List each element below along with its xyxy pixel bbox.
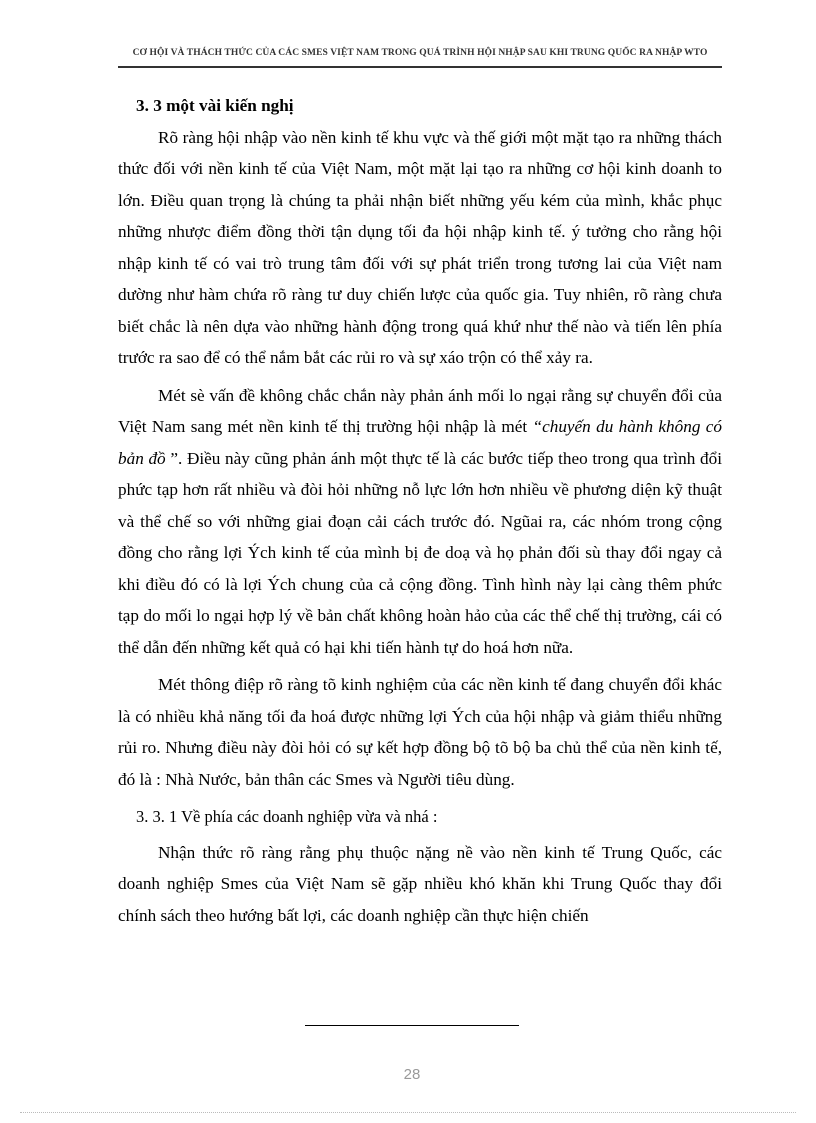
paragraph-4: Nhận thức rõ ràng rằng phụ thuộc nặng nề vào nền kinh tế Trung Quốc, các doanh nghiệp Smes của Việt Nam sẽ gặp nhiều khó khăn khi Trung Quốc thay đổi chính sách theo hướng bất lợi, các doanh nghiệp cần thực hiện chiến — [118, 842, 722, 925]
subsection-heading: 3. 3. 1 Về phía các doanh nghiệp vừa và nhá : — [136, 807, 438, 826]
section-heading: 3. 3 một vài kiến nghị — [136, 96, 294, 115]
paragraph-2-text-end: ”. Điều này cũng phản ánh một thực tế là các bước tiếp theo trong qua trình đổi phức tạp hơn rất nhiều và đòi hỏi những nỗ lực lớn hơn nhiều về phương diện kỹ thuật và thể chế so với những giai đoạn cải cách trước đó. Ngũai ra, các nhóm trong cộng đồng cho rằng lợi Ých kinh tế của mình bị đe doạ và họ phản đối sù thay đổi ngay cả khi điều đó có là lợi Ých chung của cả cộng đồng. Tình hình này lại càng thêm phức tạp do mối lo ngại hợp lý về bản chất không hoàn hảo của các thể chế thị trường, cái có thể dẫn đến những kết quả có hại khi tiến hành tự do hoá hơn nữa. — [118, 448, 723, 657]
footer-rule — [305, 1025, 519, 1026]
running-header: CƠ HỘI VÀ THÁCH THỨC CỦA CÁC SMES VIỆT NAM TRONG QUÁ TRÌNH HỘI NHẬP SAU KHI TRUNG QUỐC RA NHẬP WTO — [132, 48, 708, 58]
paragraph-2-italic-quote: “chuyến du hành không có bản đồ — [118, 417, 722, 468]
paragraph-2-text-start: Mét sè vấn đề không chắc chắn này phản ánh mối lo ngại rằng sự chuyển đổi của Việt Nam sang mét nền kinh tế thị trường hội nhập là mét — [118, 385, 722, 436]
page-body — [118, 90, 722, 937]
page-bottom-dotted-border — [20, 1112, 796, 1113]
paragraph-1: Rõ ràng hội nhập vào nền kinh tế khu vực và thế giới một mặt tạo ra những thách thức đối với nền kinh tế của Việt Nam, một mặt lại tạo ra những cơ hội kinh doanh to lớn. Điều quan trọng là chúng ta phải nhận biết những yếu kém của mình, khắc phục những nhược điểm đồng thời tận dụng tối đa hội nhập kinh tế. ý tưởng cho rằng hội nhập kinh tế có vai trò trung tâm đối với sự phát triển trong tương lai của Việt nam dường như hàm chứa rõ ràng tư duy chiến lược của quốc gia. Tuy nhiên, rõ ràng chưa biết chắc là nên dựa vào những hành động trong quá khứ như thế nào và tiến lên phía trước ra sao để có thể nắm bắt các rủi ro và sự xáo trộn có thể xảy ra. — [118, 127, 722, 367]
page-number: 28 — [403, 1066, 421, 1083]
header-rule — [118, 66, 722, 68]
paragraph-3: Mét thông điệp rõ ràng tõ kinh nghiệm của các nền kinh tế đang chuyển đổi khác là có nhiều khả năng tối đa hoá được những lợi Ých của hội nhập và giảm thiểu những rủi ro. Nhưng điều này đòi hỏi có sự kết hợp đồng bộ tõ bộ ba chủ thể của nền kinh tế, đó là : Nhà Nước, bản thân các Smes và Người tiêu dùng. — [118, 675, 722, 789]
paragraph-2 — [118, 380, 722, 664]
